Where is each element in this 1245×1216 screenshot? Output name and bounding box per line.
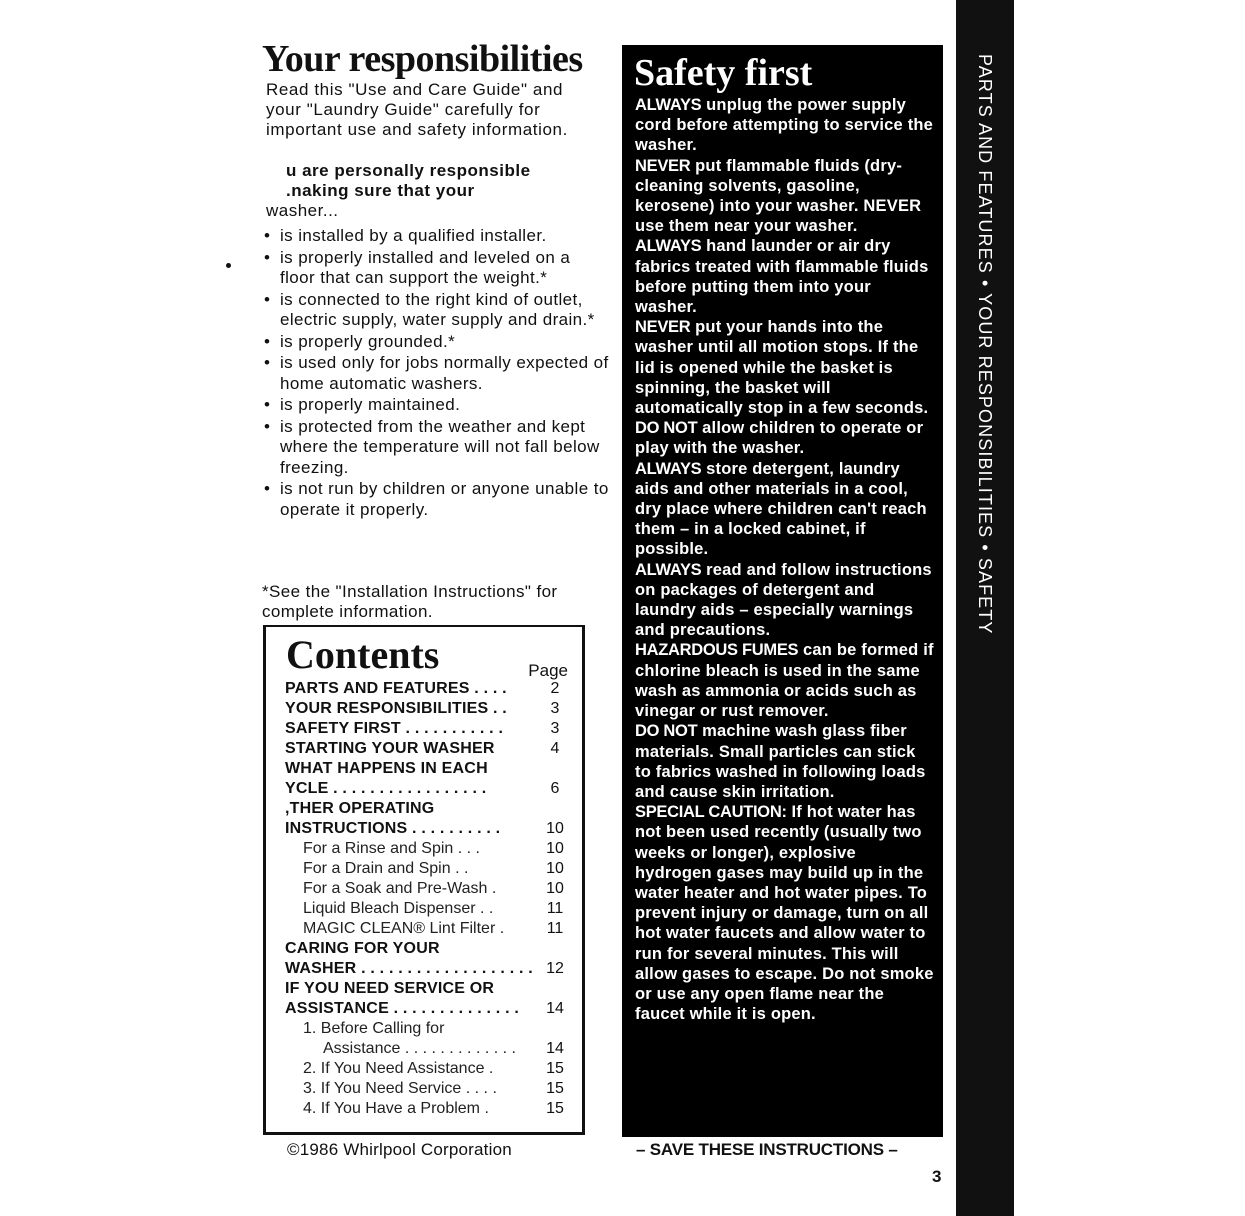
list-item: • is connected to the right kind of outlet, electric supply, water supply and drain.*	[264, 290, 609, 331]
toc-row	[285, 899, 570, 919]
save-instructions-note: – SAVE THESE INSTRUCTIONS –	[636, 1140, 898, 1159]
toc-page: 4	[550, 740, 560, 757]
toc-row	[285, 1059, 570, 1079]
safety-body: allow children to operate or play with the washer.	[635, 419, 924, 458]
toc-page: 10	[546, 880, 564, 897]
safety-body: put your hands into the washer until all motion stops. If the lid is opened while the basket is spinning, the basket will automatically stop in a few seconds.	[635, 318, 929, 418]
toc-row	[285, 779, 570, 799]
toc-label: For a Soak and Pre-Wash .	[303, 880, 497, 897]
toc-label: 1. Before Calling for	[303, 1020, 445, 1037]
responsibilities-list	[264, 226, 609, 521]
safety-paragraph	[635, 802, 935, 1024]
safety-paragraph	[635, 236, 935, 317]
safety-paragraph	[635, 640, 935, 721]
toc-label: For a Rinse and Spin . . .	[303, 840, 480, 857]
toc-page: 10	[546, 820, 564, 837]
safety-keyword: DO NOT	[635, 722, 698, 741]
stray-mark	[226, 263, 231, 268]
contents-title: Contents	[286, 632, 440, 677]
safety-text	[635, 95, 935, 1024]
responsibilities-lead	[266, 161, 596, 221]
toc-label: INSTRUCTIONS . . . . . . . . . .	[285, 820, 501, 837]
lead-normal-line: washer...	[266, 201, 339, 220]
toc-row	[285, 1019, 570, 1039]
safety-title: Safety first	[634, 52, 813, 94]
safety-body: put flammable fluids (dry-cleaning solvents, gasoline, kerosene) into your washer. NEVER use them near your washer.	[635, 156, 922, 236]
toc-row	[285, 979, 570, 999]
safety-paragraph	[635, 317, 935, 418]
list-item: • is not run by children or anyone unable to operate it properly.	[264, 479, 609, 520]
toc-label: YCLE . . . . . . . . . . . . . . . . .	[285, 780, 487, 797]
toc-row	[285, 679, 570, 699]
safety-paragraph	[635, 721, 935, 802]
toc-label: 2. If You Need Assistance .	[303, 1060, 494, 1077]
toc-row	[285, 739, 570, 759]
toc-row	[285, 959, 570, 979]
lead-bold-line-1: u are personally responsible	[286, 161, 531, 180]
page-number: 3	[932, 1167, 942, 1186]
toc-label: ASSISTANCE . . . . . . . . . . . . . .	[285, 1000, 520, 1017]
safety-body: hand launder or air dry fabrics treated with flammable fluids before putting them into your washer.	[635, 237, 929, 317]
toc-page: 10	[546, 840, 564, 857]
list-item: • is properly grounded.*	[264, 332, 609, 353]
toc-row	[285, 719, 570, 739]
safety-paragraph	[635, 418, 935, 458]
responsibilities-intro: Read this "Use and Care Guide" and your "Laundry Guide" carefully for important use and safety information.	[266, 80, 568, 139]
safety-paragraph	[635, 95, 935, 156]
toc-row	[285, 839, 570, 859]
toc-label: IF YOU NEED SERVICE OR	[285, 980, 495, 997]
toc-page: 2	[550, 680, 560, 697]
safety-paragraph	[635, 560, 935, 641]
toc-label: Assistance . . . . . . . . . . . . .	[323, 1040, 516, 1057]
table-of-contents	[285, 679, 570, 1119]
safety-keyword: NEVER	[635, 318, 691, 337]
toc-page: 6	[550, 780, 560, 797]
toc-page: 14	[546, 1040, 564, 1057]
toc-label: SAFETY FIRST . . . . . . . . . . .	[285, 720, 504, 737]
toc-row	[285, 799, 570, 819]
safety-paragraph	[635, 156, 935, 237]
safety-body: read and follow instructions on packages of detergent and laundry aids – especially warnings and precautions.	[635, 560, 932, 640]
safety-body: machine wash glass fiber materials. Small particles can stick to fabrics washed in following loads and cause skin irritation.	[635, 722, 926, 801]
toc-page: 3	[550, 720, 560, 737]
safety-body: can be formed if chlorine bleach is used in the same wash as ammonia or acids such as vinegar or rust remover.	[635, 641, 934, 721]
list-item: • is properly maintained.	[264, 395, 609, 416]
list-item: • is properly installed and leveled on a floor that can support the weight.*	[264, 248, 609, 289]
side-tab-label: PARTS AND FEATURES • YOUR RESPONSIBILITIES • SAFETY	[975, 54, 995, 635]
safety-keyword: NEVER	[635, 156, 691, 175]
list-item: • is installed by a qualified installer.	[264, 226, 609, 247]
safety-body: store detergent, laundry aids and other materials in a cool, dry place where children can't reach them – in a locked cabinet, if possible.	[635, 459, 927, 559]
toc-page: 14	[546, 1000, 564, 1017]
contents-box	[263, 625, 585, 1135]
toc-label: CARING FOR YOUR	[285, 940, 440, 957]
toc-label: PARTS AND FEATURES . . . .	[285, 680, 507, 697]
toc-page: 3	[550, 700, 560, 717]
toc-label: Liquid Bleach Dispenser . .	[303, 900, 494, 917]
safety-keyword: ALWAYS	[635, 560, 702, 579]
safety-paragraph	[635, 459, 935, 560]
responsibilities-title: Your responsibilities	[262, 38, 583, 80]
safety-keyword: ALWAYS	[635, 96, 702, 114]
toc-page: 11	[546, 900, 564, 917]
safety-body: unplug the power supply cord before attempting to service the washer.	[635, 96, 934, 155]
toc-row	[285, 699, 570, 719]
safety-keyword: ALWAYS	[635, 459, 702, 478]
toc-page: 15	[546, 1080, 564, 1097]
toc-page: 15	[546, 1100, 564, 1117]
list-item: • is protected from the weather and kept where the temperature will not fall below freezing.	[264, 417, 609, 479]
safety-keyword: HAZARDOUS FUMES	[635, 641, 799, 660]
toc-row	[285, 919, 570, 939]
copyright: ©1986 Whirlpool Corporation	[287, 1140, 512, 1159]
toc-page: 11	[546, 920, 564, 937]
safety-keyword: DO NOT	[635, 419, 698, 438]
toc-label: MAGIC CLEAN® Lint Filter .	[303, 920, 505, 937]
contents-page-label: Page	[528, 661, 568, 680]
toc-label: STARTING YOUR WASHER	[285, 740, 495, 757]
toc-row	[285, 819, 570, 839]
toc-row	[285, 1039, 570, 1059]
safety-keyword: ALWAYS	[635, 237, 702, 256]
safety-panel	[622, 45, 943, 1137]
toc-row	[285, 759, 570, 779]
installation-note: *See the "Installation Instructions" for complete information.	[262, 582, 558, 621]
safety-keyword: SPECIAL CAUTION:	[635, 803, 787, 822]
section-side-tab	[956, 0, 1014, 1216]
toc-label: For a Drain and Spin . .	[303, 860, 469, 877]
toc-label: 3. If You Need Service . . . .	[303, 1080, 497, 1097]
toc-page: 15	[546, 1060, 564, 1077]
toc-row	[285, 859, 570, 879]
lead-bold-line-2: .naking sure that your	[286, 181, 475, 200]
toc-row	[285, 1079, 570, 1099]
toc-label: YOUR RESPONSIBILITIES . .	[285, 700, 507, 717]
toc-row	[285, 999, 570, 1019]
toc-row	[285, 879, 570, 899]
safety-body: If hot water has not been used recently (usually two weeks or longer), explosive hydrogen gases may build up in the water heater and hot water pipes. To prevent injury or damage, turn on all hot water faucets and allow water to run for several minutes. This will allow gases to escape. Do not smoke or use any open flame near the faucet while it is open.	[635, 803, 934, 1024]
toc-label: 4. If You Have a Problem .	[303, 1100, 489, 1117]
toc-label: ,THER OPERATING	[285, 800, 435, 817]
toc-page: 10	[546, 860, 564, 877]
toc-row	[285, 939, 570, 959]
toc-label: WHAT HAPPENS IN EACH	[285, 760, 488, 777]
toc-label: WASHER . . . . . . . . . . . . . . . . . . .	[285, 960, 533, 977]
toc-row	[285, 1099, 570, 1119]
toc-page: 12	[546, 960, 564, 977]
list-item: • is used only for jobs normally expected of home automatic washers.	[264, 353, 609, 394]
